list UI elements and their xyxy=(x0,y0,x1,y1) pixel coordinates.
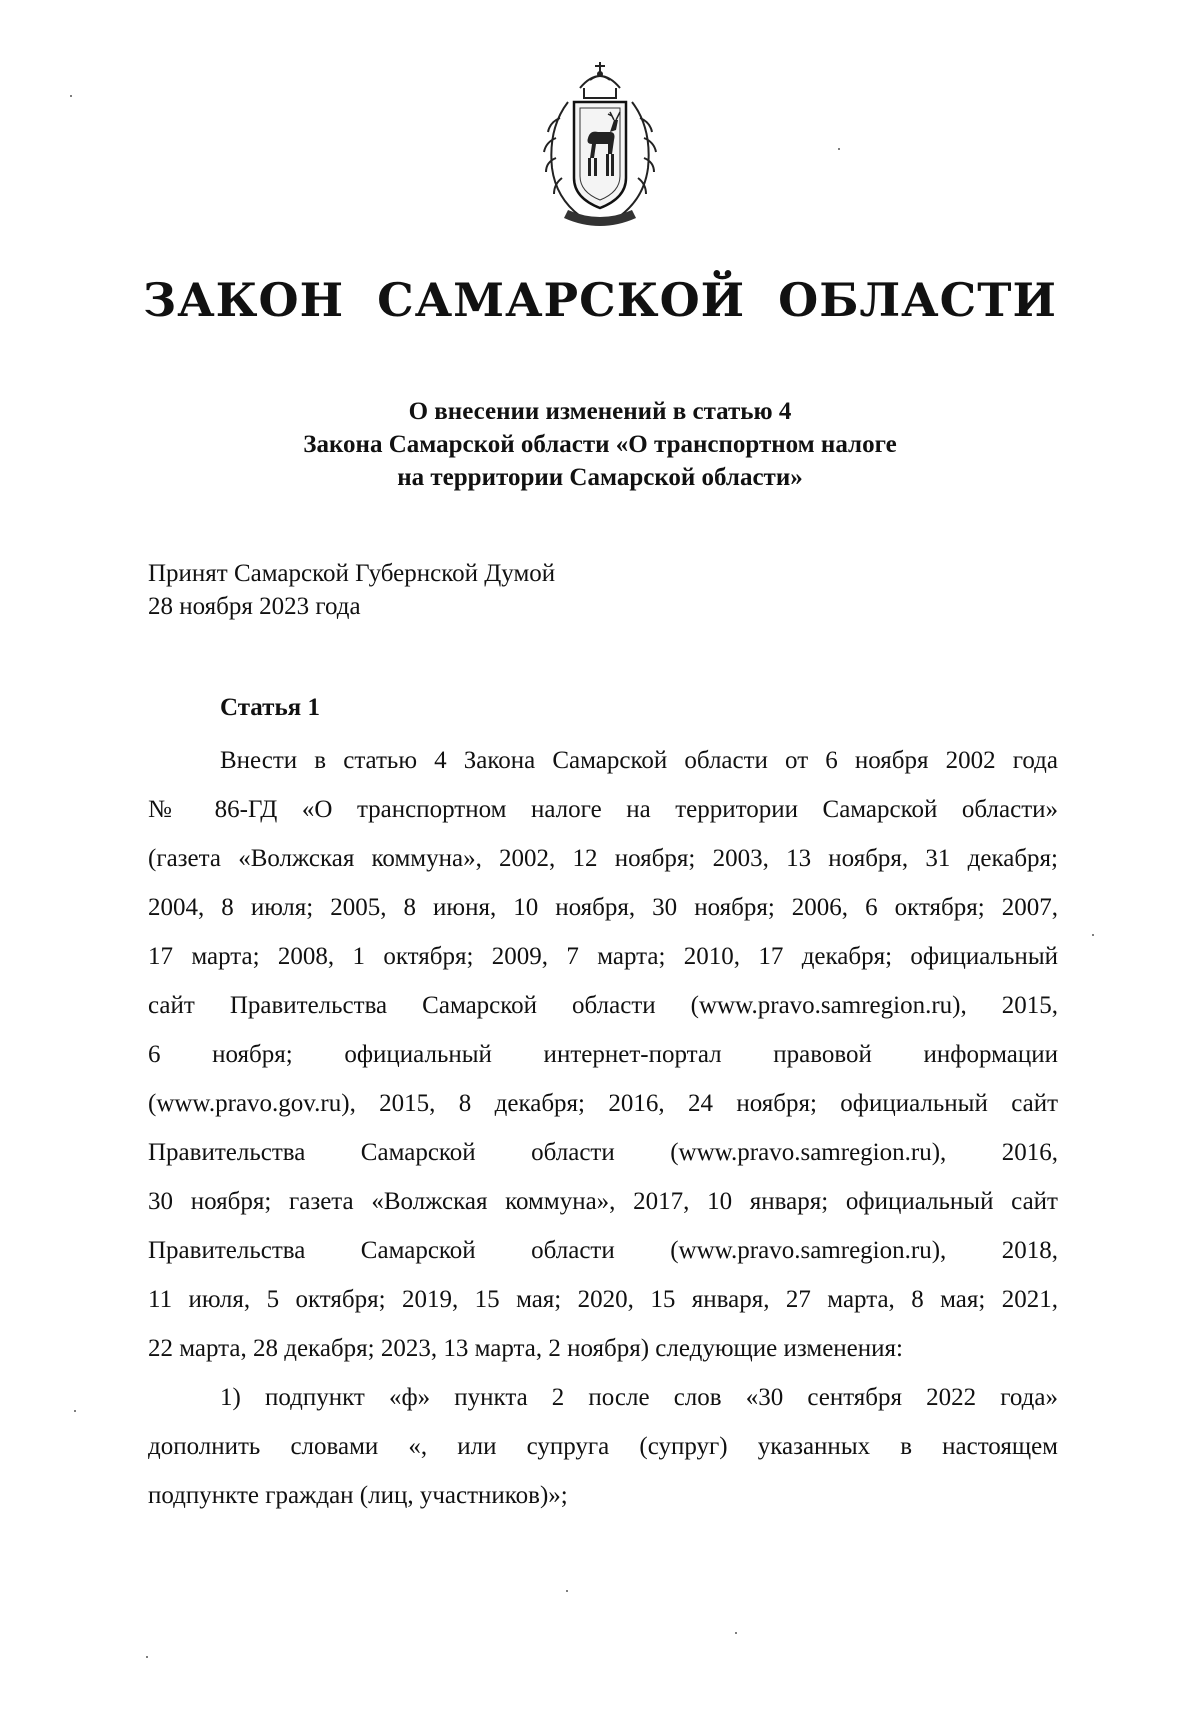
adoption-line: Принят Самарской Губернской Думой xyxy=(148,560,556,587)
scan-speck xyxy=(1092,934,1094,936)
paragraph-line: Правительства Самарской области (www.pravo.samregion.ru), 2018, xyxy=(148,1237,1058,1264)
scan-speck xyxy=(566,1590,568,1592)
law-subtitle xyxy=(0,395,1200,494)
paragraph-line: № 86-ГД «О транспортном налоге на территории Самарской области» xyxy=(148,796,1058,823)
scan-speck xyxy=(74,1410,76,1412)
subtitle-line: на территории Самарской области» xyxy=(397,464,803,491)
samara-coat-of-arms-icon xyxy=(528,58,672,230)
paragraph-line: Внести в статью 4 Закона Самарской области от 6 ноября 2002 года xyxy=(220,747,1058,774)
subtitle-line: Закона Самарской области «О транспортном налоге xyxy=(303,431,897,458)
adoption-note xyxy=(148,557,555,623)
scan-speck xyxy=(735,1632,737,1634)
scan-speck xyxy=(838,148,840,150)
scan-speck xyxy=(146,1656,148,1658)
article-heading: Статья 1 xyxy=(220,694,320,721)
article-body xyxy=(148,736,1058,1520)
scan-speck xyxy=(70,95,72,97)
paragraph-line: 30 ноября; газета «Волжская коммуна», 2017, 10 января; официальный сайт xyxy=(148,1188,1058,1215)
paragraph-line: 17 марта; 2008, 1 октября; 2009, 7 марта; 2010, 17 декабря; официальный xyxy=(148,943,1058,970)
paragraph-line: (www.pravo.gov.ru), 2015, 8 декабря; 2016, 24 ноября; официальный сайт xyxy=(148,1090,1058,1117)
paragraph-line: 2004, 8 июля; 2005, 8 июня, 10 ноября, 30 ноября; 2006, 6 октября; 2007, xyxy=(148,894,1058,921)
paragraph-line: 1) подпункт «ф» пункта 2 после слов «30 сентября 2022 года» xyxy=(220,1384,1058,1411)
paragraph-line: (газета «Волжская коммуна», 2002, 12 ноября; 2003, 13 ноября, 31 декабря; xyxy=(148,845,1058,872)
paragraph-line: подпункте граждан (лиц, участников)»; xyxy=(148,1482,568,1509)
paragraph-line: сайт Правительства Самарской области (www.pravo.samregion.ru), 2015, xyxy=(148,992,1058,1019)
paragraph-line: 6 ноября; официальный интернет-портал правовой информации xyxy=(148,1041,1058,1068)
paragraph-line: 11 июля, 5 октября; 2019, 15 мая; 2020, 15 января, 27 марта, 8 мая; 2021, xyxy=(148,1286,1058,1313)
subtitle-line: О внесении изменений в статью 4 xyxy=(408,398,792,425)
law-title: ЗАКОН САМАРСКОЙ ОБЛАСТИ xyxy=(143,273,1057,327)
paragraph-line: Правительства Самарской области (www.pravo.samregion.ru), 2016, xyxy=(148,1139,1058,1166)
paragraph-line: 22 марта, 28 декабря; 2023, 13 марта, 2 ноября) следующие изменения: xyxy=(148,1335,903,1362)
adoption-date: 28 ноября 2023 года xyxy=(148,593,361,620)
paragraph-line: дополнить словами «, или супруга (супруг) указанных в настоящем xyxy=(148,1433,1058,1460)
